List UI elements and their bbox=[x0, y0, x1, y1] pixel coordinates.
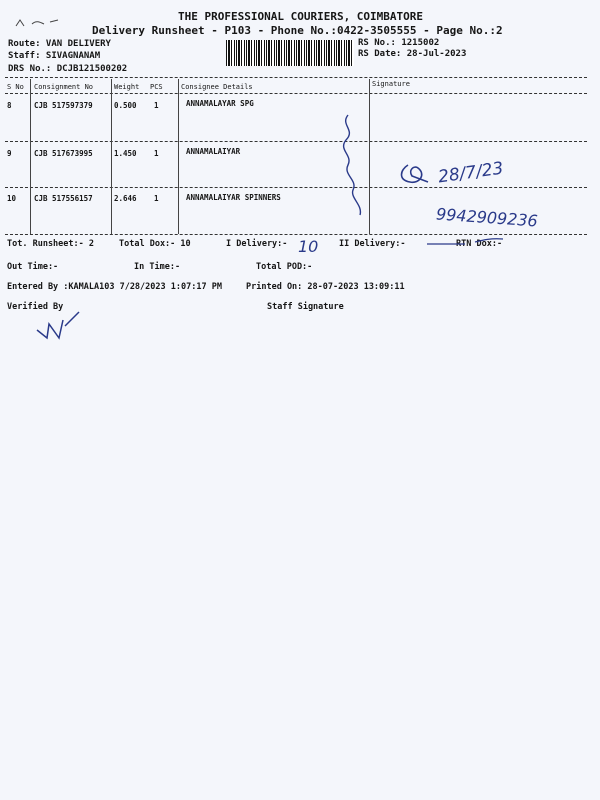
row-pcs: 1 bbox=[154, 101, 159, 110]
header-signature: Signature bbox=[372, 80, 410, 88]
rtn-scribble bbox=[425, 236, 505, 248]
row-consignee: ANNAMALAIYAR bbox=[186, 147, 241, 156]
row-divider bbox=[5, 187, 587, 188]
row-weight: 2.646 bbox=[114, 194, 137, 203]
handwritten-phone: 9942909236 bbox=[435, 204, 539, 231]
handwritten-delivery-count: 10 bbox=[298, 237, 319, 256]
out-time: Out Time:- bbox=[7, 262, 59, 272]
verified-by: Verified By bbox=[7, 302, 64, 312]
handwritten-date: 28/7/23 bbox=[436, 158, 505, 188]
rs-date: RS Date: 28-Jul-2023 bbox=[358, 49, 467, 59]
rtn-dox: RTN Dox:- bbox=[456, 239, 503, 249]
header-sno: S No bbox=[7, 83, 24, 91]
total-pod: Total POD:- bbox=[256, 262, 313, 272]
verifier-signature bbox=[35, 308, 85, 344]
row-sno: 10 bbox=[7, 194, 17, 203]
in-time: In Time:- bbox=[134, 262, 181, 272]
total-dox: Total Dox:- 10 bbox=[119, 239, 191, 249]
row-consignment: CJB 517673995 bbox=[34, 149, 93, 158]
row-divider bbox=[5, 141, 587, 142]
staff-label: Staff: SIVAGNANAM bbox=[8, 51, 101, 61]
route-label: Route: VAN DELIVERY bbox=[8, 39, 111, 49]
staff-signature: Staff Signature bbox=[267, 302, 344, 312]
row-sno: 8 bbox=[7, 101, 12, 110]
rs-number: RS No.: 1215002 bbox=[358, 38, 440, 48]
row-pcs: 1 bbox=[154, 194, 159, 203]
row-consignee: ANNAMALAIYAR SPINNERS bbox=[186, 193, 281, 202]
total-runsheet: Tot. Runsheet:- 2 bbox=[7, 239, 94, 249]
table-top-rule bbox=[5, 77, 587, 78]
row-sno: 9 bbox=[7, 149, 12, 158]
ii-delivery: II Delivery:- bbox=[339, 239, 406, 249]
company-name: THE PROFESSIONAL COURIERS, COIMBATORE bbox=[178, 10, 424, 23]
header-weight: Weight bbox=[114, 83, 140, 91]
entered-by: Entered By :KAMALA103 7/28/2023 1:07:17 PM bbox=[7, 282, 222, 292]
row-consignment: CJB 517597379 bbox=[34, 101, 93, 110]
header-consignee: Consignee Details bbox=[181, 83, 253, 91]
barcode bbox=[226, 40, 354, 66]
row-consignment: CJB 517556157 bbox=[34, 194, 93, 203]
table-bottom-rule bbox=[5, 234, 587, 235]
printed-on: Printed On: 28-07-2023 13:09:11 bbox=[246, 282, 405, 292]
runsheet-subtitle: Delivery Runsheet - P103 - Phone No.:0422-3505555 - Page No.:2 bbox=[92, 24, 503, 37]
i-delivery: I Delivery:- bbox=[226, 239, 288, 249]
table-header-rule bbox=[5, 93, 587, 94]
signature-scribble bbox=[338, 110, 438, 220]
drs-number: DRS No.: DCJB121500202 bbox=[8, 64, 128, 74]
row-weight: 1.450 bbox=[114, 149, 137, 158]
column-divider bbox=[111, 79, 112, 234]
header-pcs: PCS bbox=[150, 83, 163, 91]
column-divider bbox=[178, 79, 179, 234]
row-pcs: 1 bbox=[154, 149, 159, 158]
header-consignment: Consignment No bbox=[34, 83, 94, 91]
column-divider bbox=[30, 79, 31, 234]
row-consignee: ANNAMALAYAR SPG bbox=[186, 99, 254, 108]
row-weight: 0.500 bbox=[114, 101, 137, 110]
corner-mark bbox=[14, 16, 60, 30]
